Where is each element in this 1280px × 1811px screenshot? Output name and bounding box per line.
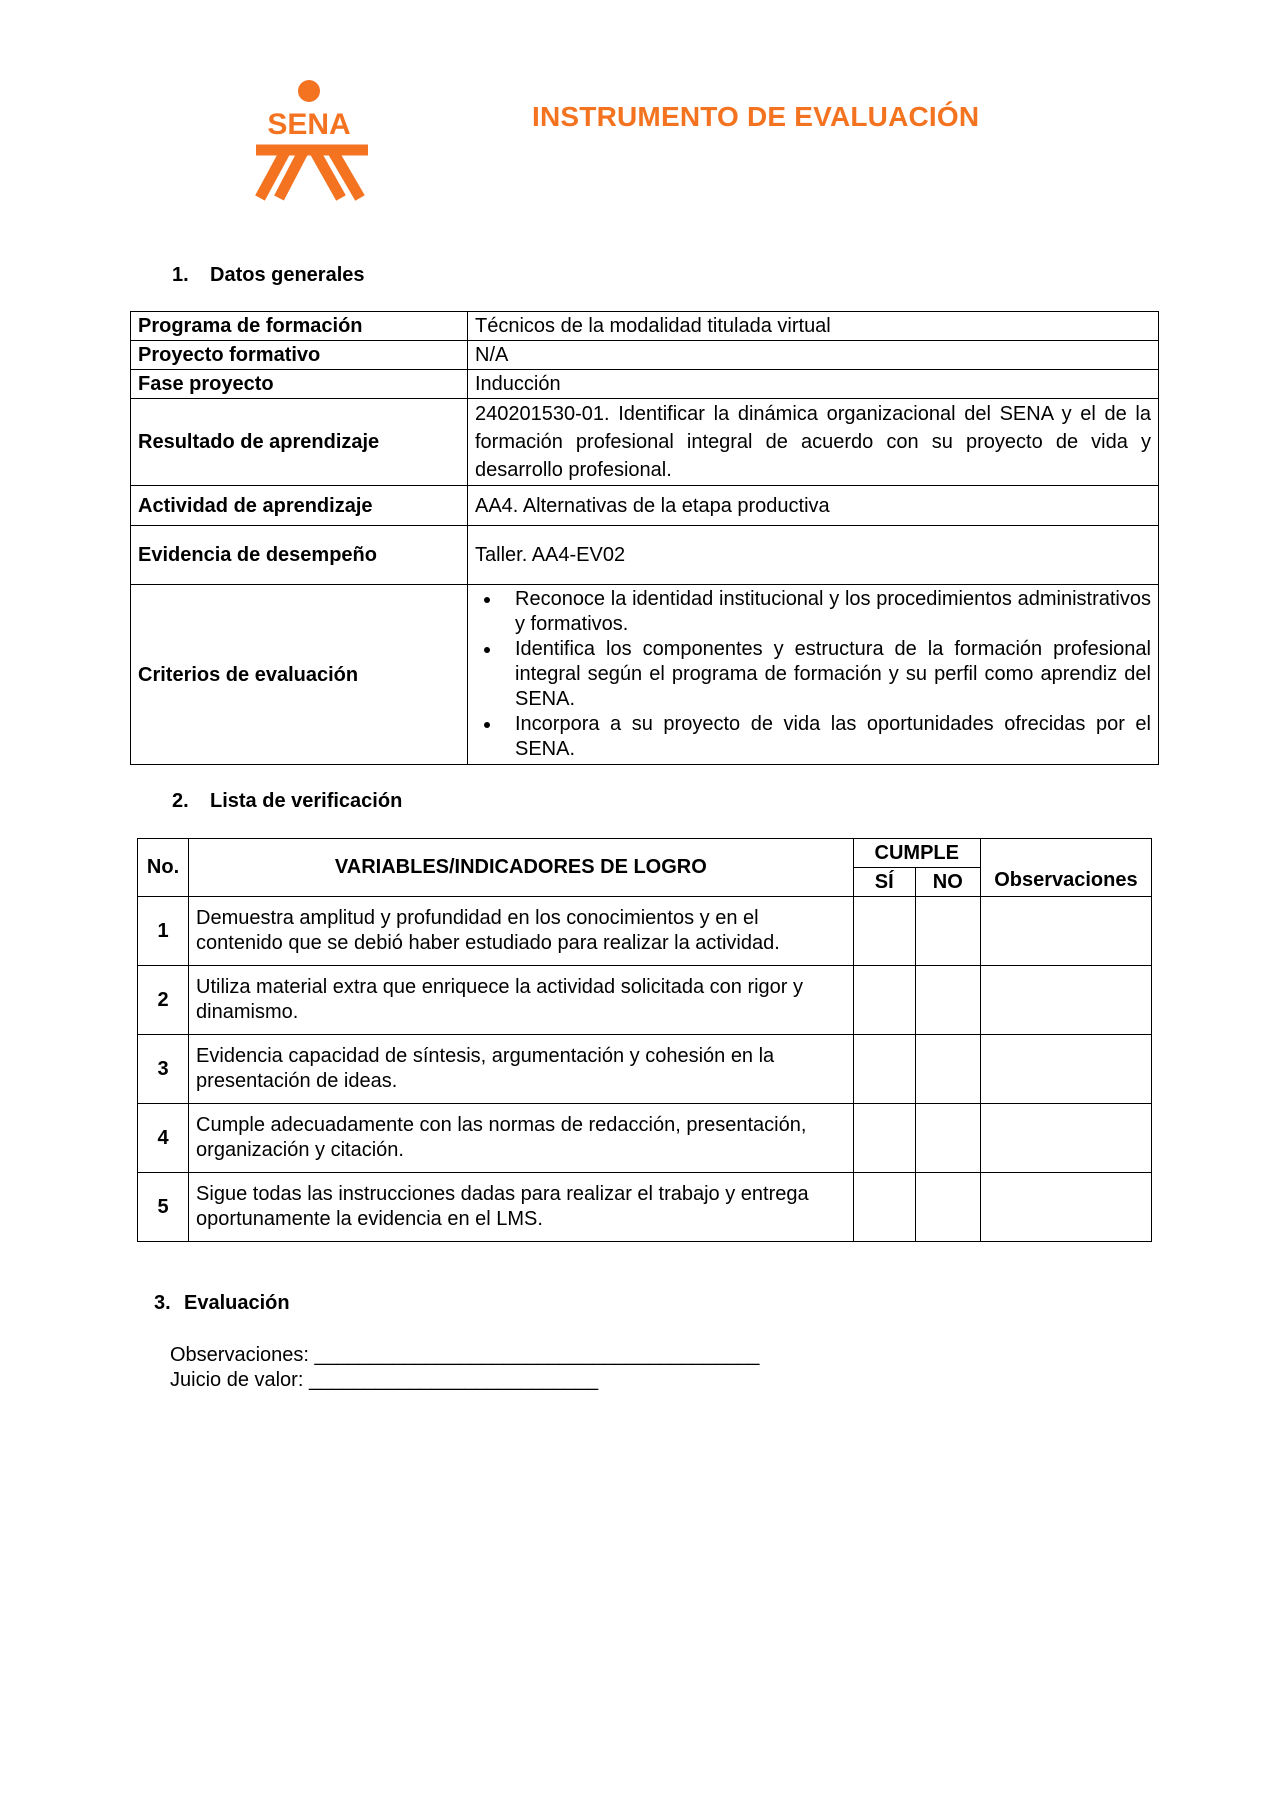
- section2-number: 2.: [172, 790, 189, 812]
- row-value: AA4. Alternativas de la etapa productiva: [468, 486, 1159, 526]
- table-row: [131, 312, 1159, 341]
- row-label: Fase proyecto: [131, 370, 468, 399]
- table-row: [138, 1173, 1152, 1242]
- item-number: 1: [138, 897, 189, 966]
- row-label: Programa de formación: [131, 312, 468, 341]
- section1-number: 1.: [172, 264, 189, 286]
- lista-verificacion-table: [137, 838, 1152, 1242]
- observaciones-cell[interactable]: [980, 897, 1151, 966]
- juicio-line: Juicio de valor: __________________________: [170, 1369, 599, 1391]
- criteria-item: Identifica los componentes y estructura de la formación profesional integral según el programa de formación y su perfil como aprendiz del SENA.: [475, 637, 1151, 712]
- section2-title: Lista de verificación: [210, 790, 403, 812]
- no-cell[interactable]: [915, 1035, 980, 1104]
- table-row: [131, 526, 1159, 585]
- si-cell[interactable]: [853, 1035, 915, 1104]
- si-cell[interactable]: [853, 966, 915, 1035]
- criteria-item: Incorpora a su proyecto de vida las oportunidades ofrecidas por el SENA.: [475, 712, 1151, 762]
- header-indicators: VARIABLES/INDICADORES DE LOGRO: [189, 839, 854, 897]
- criteria-cell: [468, 585, 1159, 765]
- no-cell[interactable]: [915, 897, 980, 966]
- si-cell[interactable]: [853, 1173, 915, 1242]
- row-label: Criterios de evaluación: [131, 585, 468, 765]
- observaciones-cell[interactable]: [980, 1104, 1151, 1173]
- header-no-col: NO: [915, 868, 980, 897]
- no-cell[interactable]: [915, 1104, 980, 1173]
- si-cell[interactable]: [853, 1104, 915, 1173]
- document-title: INSTRUMENTO DE EVALUACIÓN: [532, 101, 980, 132]
- observaciones-line: Observaciones: ________________________________________: [170, 1344, 760, 1366]
- row-value: 240201530-01. Identificar la dinámica organizacional del SENA y el de la formación profesional integral de acuerdo con su proyecto de vida y desarrollo profesional.: [468, 399, 1159, 486]
- header-no: No.: [138, 839, 189, 897]
- table-row: [131, 585, 1159, 765]
- table-row: [138, 966, 1152, 1035]
- header-observaciones: Observaciones: [980, 839, 1151, 897]
- table-row: [131, 370, 1159, 399]
- item-number: 5: [138, 1173, 189, 1242]
- row-label: Proyecto formativo: [131, 341, 468, 370]
- table-row: [131, 486, 1159, 526]
- header-cumple: CUMPLE: [853, 839, 980, 868]
- section3-heading: [154, 1292, 290, 1315]
- item-text: Sigue todas las instrucciones dadas para realizar el trabajo y entrega oportunamente la evidencia en el LMS.: [189, 1173, 854, 1242]
- row-value: Técnicos de la modalidad titulada virtual: [468, 312, 1159, 341]
- table-row: [138, 897, 1152, 966]
- header-si: SÍ: [853, 868, 915, 897]
- observaciones-cell[interactable]: [980, 1035, 1151, 1104]
- no-cell[interactable]: [915, 966, 980, 1035]
- row-label: Resultado de aprendizaje: [131, 399, 468, 486]
- item-number: 3: [138, 1035, 189, 1104]
- observaciones-cell[interactable]: [980, 1173, 1151, 1242]
- criteria-list: [475, 587, 1151, 762]
- table-row: [138, 1104, 1152, 1173]
- row-label: Actividad de aprendizaje: [131, 486, 468, 526]
- item-text: Cumple adecuadamente con las normas de redacción, presentación, organización y citación.: [189, 1104, 854, 1173]
- header-row: [138, 839, 1152, 868]
- logo-text: SENA: [267, 108, 351, 141]
- item-text: Evidencia capacidad de síntesis, argumentación y cohesión en la presentación de ideas.: [189, 1035, 854, 1104]
- si-cell[interactable]: [853, 897, 915, 966]
- item-text: Utiliza material extra que enriquece la actividad solicitada con rigor y dinamismo.: [189, 966, 854, 1035]
- row-value: N/A: [468, 341, 1159, 370]
- table-row: [131, 341, 1159, 370]
- table-row: [131, 399, 1159, 486]
- row-value: Taller. AA4-EV02: [468, 526, 1159, 585]
- row-value: Inducción: [468, 370, 1159, 399]
- no-cell[interactable]: [915, 1173, 980, 1242]
- section3-title: Evaluación: [184, 1292, 290, 1314]
- observaciones-cell[interactable]: [980, 966, 1151, 1035]
- section1-title: Datos generales: [210, 264, 365, 286]
- criteria-item: Reconoce la identidad institucional y los procedimientos administrativos y formativos.: [475, 587, 1151, 637]
- table-row: [138, 1035, 1152, 1104]
- datos-generales-table: [130, 311, 1159, 765]
- section1-heading: [172, 264, 365, 287]
- row-label: Evidencia de desempeño: [131, 526, 468, 585]
- section3-number: 3.: [154, 1292, 171, 1314]
- item-number: 2: [138, 966, 189, 1035]
- sena-logo: [246, 78, 376, 208]
- item-text: Demuestra amplitud y profundidad en los conocimientos y en el contenido que se debió haber estudiado para realizar la actividad.: [189, 897, 854, 966]
- item-number: 4: [138, 1104, 189, 1173]
- section2-heading: [172, 790, 402, 813]
